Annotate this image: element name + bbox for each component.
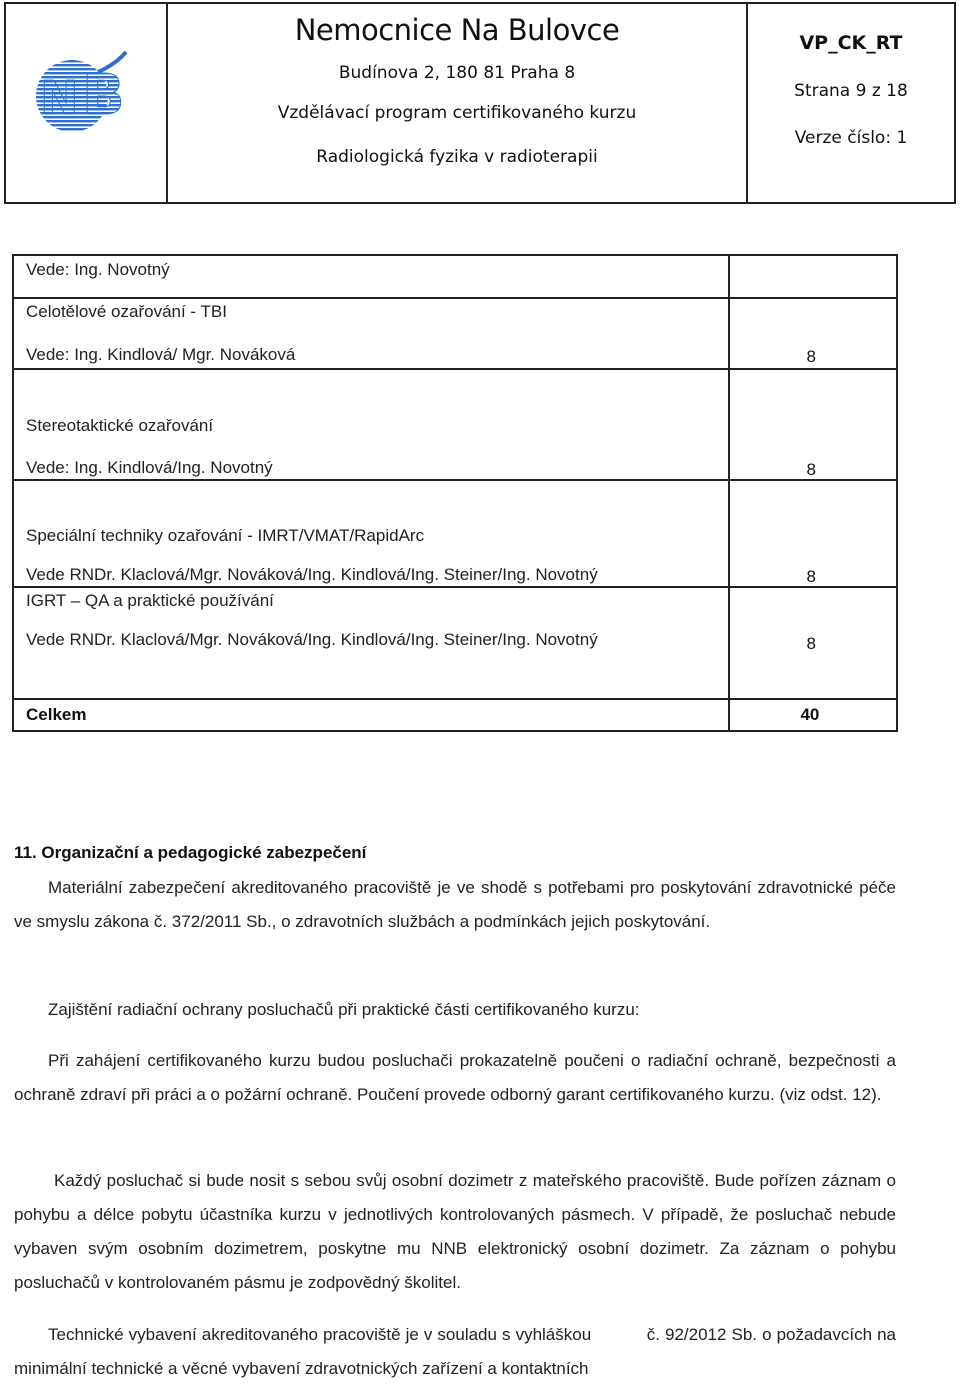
- table-row: [13, 298, 897, 369]
- hours-cell: [729, 369, 897, 480]
- table-row: [13, 587, 897, 699]
- hours-cell: [729, 255, 897, 298]
- document-header: [4, 2, 956, 204]
- course-name: Radiologická fyzika v radioterapii: [316, 147, 598, 167]
- total-value-cell: [729, 699, 897, 731]
- topic-line: Speciální techniky ozařování - IMRT/VMAT/RapidArc: [26, 526, 425, 545]
- topic-cell: [13, 480, 729, 587]
- total-label: Celkem: [26, 705, 87, 724]
- version-number: Verze číslo: 1: [794, 128, 908, 148]
- program-name: Vzdělávací program certifikovaného kurzu: [277, 103, 637, 123]
- section-heading: 11. Organizační a pedagogické zabezpečení: [14, 843, 367, 862]
- logo-cell: [6, 4, 168, 202]
- header-center: [168, 4, 748, 202]
- org-address: Budínova 2, 180 81 Praha 8: [338, 63, 576, 83]
- schedule-table: [12, 254, 898, 732]
- table-row: [13, 255, 897, 298]
- total-value: 40: [800, 705, 820, 724]
- page-number: Strana 9 z 18: [794, 81, 908, 101]
- topic-line: Vede: Ing. Kindlová/ Mgr. Nováková: [26, 345, 296, 364]
- hours-cell: [729, 587, 897, 699]
- topic-cell: [13, 298, 729, 369]
- topic-cell: [13, 255, 729, 298]
- svg-text:B: B: [82, 63, 125, 128]
- hours-cell: [729, 480, 897, 587]
- org-name: Nemocnice Na Bulovce: [294, 13, 620, 47]
- topic-line: Vede: Ing. Kindlová/Ing. Novotný: [26, 458, 273, 477]
- hours-value: 8: [806, 347, 816, 366]
- table-row: [13, 369, 897, 480]
- hours-value: 8: [806, 460, 816, 479]
- paragraph-dosimeter: Každý posluchač si bude nosit s sebou svůj osobní dozimetr z mateřského pracoviště. Bude pořízen záznam o pohybu a délce pobytu účastníka kurzu v jednotlivých kontrolovaných pásmech. V případě, že posluchač nebude vybaven svým osobním dozimetrem, poskytne mu NNB elektronický osobní dozimetr. Za záznam o pohybu posluchačů v kontrolovaném pásmu je zodpovědný školitel.: [14, 1171, 896, 1292]
- hours-cell: [729, 298, 897, 369]
- table-total-row: [13, 699, 897, 731]
- topic-line: Vede RNDr. Klaclová/Mgr. Nováková/Ing. Kindlová/Ing. Steiner/Ing. Novotný: [26, 630, 598, 649]
- hours-value: 8: [806, 634, 816, 653]
- topic-line: Stereotaktické ozařování: [26, 416, 214, 435]
- doc-code: VP_CK_RT: [799, 32, 903, 54]
- paragraph-material: Materiální zabezpečení akreditovaného pracoviště je ve shodě s potřebami pro poskytování zdravotnické péče ve smyslu zákona č. 372/2011 Sb., o zdravotních službách a podmínkách jejich poskytování.: [14, 878, 896, 931]
- hospital-logo: [6, 4, 162, 202]
- hours-value: 8: [806, 567, 816, 586]
- total-label-cell: [13, 699, 729, 731]
- svg-text:N: N: [40, 71, 79, 125]
- table-row: [13, 480, 897, 587]
- header-meta: [748, 4, 954, 202]
- topic-line: Celotělové ozařování - TBI: [26, 302, 227, 321]
- topic-line: Vede: Ing. Novotný: [26, 260, 170, 279]
- paragraph-radiation-intro: Zajištění radiační ochrany posluchačů při praktické části certifikovaného kurzu:: [48, 1000, 640, 1019]
- topic-cell: [13, 587, 729, 699]
- paragraph-instruction: Při zahájení certifikovaného kurzu budou posluchači prokazatelně poučeni o radiační ochraně, bezpečnosti a ochraně zdraví při práci a o požární ochraně. Poučení provede odborný garant certifikovaného kurzu. (viz odst. 12).: [14, 1051, 896, 1104]
- topic-cell: [13, 369, 729, 480]
- topic-line: Vede RNDr. Klaclová/Mgr. Nováková/Ing. Kindlová/Ing. Steiner/Ing. Novotný: [26, 565, 598, 584]
- paragraph-equipment: Technické vybavení akreditovaného pracoviště je v souladu s vyhláškou č. 92/2012 Sb. o požadavcích na minimální technické a věcné vybavení zdravotnických zařízení a kontaktních: [14, 1325, 901, 1378]
- topic-line: IGRT – QA a praktické používání: [26, 591, 274, 610]
